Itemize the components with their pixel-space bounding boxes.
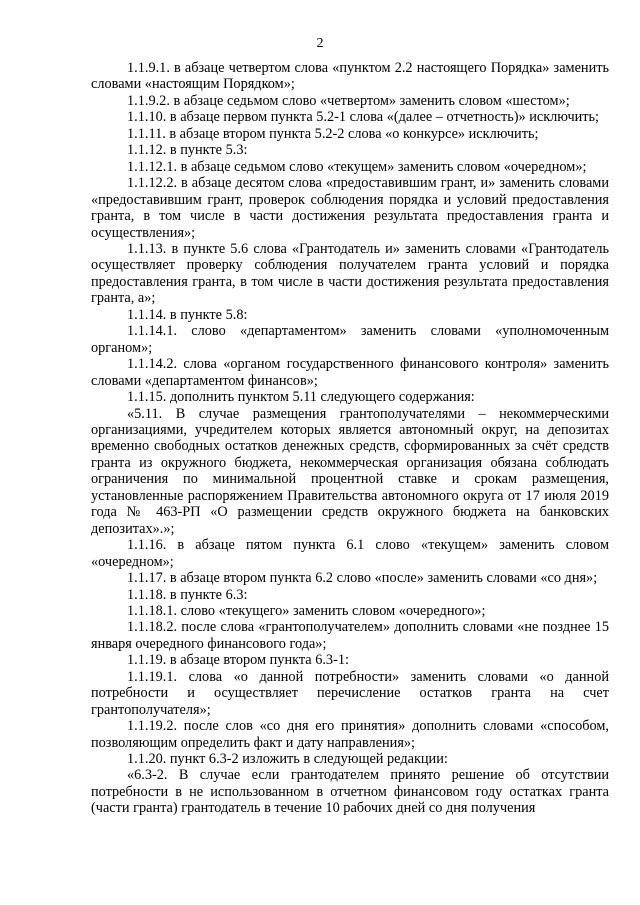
paragraph-1-1-12: 1.1.12. в пункте 5.3: xyxy=(127,142,248,159)
paragraph-5-11-quote: «5.11. В случае размещения грантополучателями – некоммерческими организациями, учредителем которых является автономный округ, на депозитах временно свободных остатков денежных средств, сформированных за счёт средств гранта из окружного бюджета, некоммерческая организация обязана соблюдать ограничения по минимальной процентной ставке и срокам размещения, установленные распоряжением Правительства автономного округа от 17 июля 2019 года № 463-РП «О размещении средств окружного бюджета на банковских депозитах».»; xyxy=(91,405,609,537)
paragraph-1-1-20: 1.1.20. пункт 6.3-2 изложить в следующей редакции: xyxy=(127,751,448,768)
paragraph-1-1-14: 1.1.14. в пункте 5.8: xyxy=(127,306,248,323)
paragraph-1-1-19: 1.1.19. в абзаце втором пункта 6.3-1: xyxy=(127,652,349,669)
paragraph-1-1-12-1: 1.1.12.1. в абзаце седьмом слово «текущем» заменить словом «очередном»; xyxy=(127,158,587,175)
paragraph-1-1-9-2: 1.1.9.2. в абзаце седьмом слово «четвертом» заменить словом «шестом»; xyxy=(127,92,570,109)
paragraph-1-1-18-2: 1.1.18.2. после слова «грантополучателем» дополнить словами «не позднее 15 января очередного финансового года»; xyxy=(91,619,609,652)
page-number: 2 xyxy=(316,36,324,51)
paragraph-1-1-18: 1.1.18. в пункте 6.3: xyxy=(127,586,248,603)
paragraph-1-1-19-1: 1.1.19.1. слова «о данной потребности» заменить словами «о данной потребности и осуществляет перечисление остатков гранта на счет грантополучателя»; xyxy=(91,668,609,718)
paragraph-1-1-13: 1.1.13. в пункте 5.6 слова «Грантодатель и» заменить словами «Грантодатель осуществляет проверку соблюдения получателем гранта условий и порядка предоставления гранта, в том числе в части достижения результата предоставления гранта, а»; xyxy=(91,240,609,307)
paragraph-1-1-14-2: 1.1.14.2. слова «органом государственного финансового контроля» заменить словами «департаментом финансов»; xyxy=(91,356,609,389)
document-body xyxy=(91,60,609,817)
paragraph-1-1-9-1: 1.1.9.1. в абзаце четвертом слова «пунктом 2.2 настоящего Порядка» заменить словами «настоящим Порядком»; xyxy=(91,60,609,93)
paragraph-1-1-11: 1.1.11. в абзаце втором пункта 5.2-2 слова «о конкурсе» исключить; xyxy=(127,125,539,142)
paragraph-1-1-19-2: 1.1.19.2. после слов «со дня его принятия» дополнить словами «способом, позволяющим определить факт и дату направления»; xyxy=(91,718,609,751)
paragraph-1-1-18-1: 1.1.18.1. слово «текущего» заменить словом «очередного»; xyxy=(127,602,486,619)
paragraph-1-1-10: 1.1.10. в абзаце первом пункта 5.2-1 слова «(далее – отчетность)» исключить; xyxy=(127,109,600,126)
paragraph-1-1-14-1: 1.1.14.1. слово «департаментом» заменить словами «уполномоченным органом»; xyxy=(91,323,609,356)
paragraph-1-1-12-2: 1.1.12.2. в абзаце десятом слова «предоставившим грант, и» заменить словами «предоставившим грант, проверок соблюдения порядка и условий предоставления гранта, в том числе в части достижения результата предоставления гранта и осуществления»; xyxy=(91,175,609,241)
paragraph-6-3-2-quote: «6.3-2. В случае если грантодателем принято решение об отсутствии потребности в не использованном в отчетном финансовом году остатках гранта (части гранта) грантодатель в течение 10 рабочих дней со дня получения xyxy=(91,767,609,817)
paragraph-1-1-16: 1.1.16. в абзаце пятом пункта 6.1 слово «текущем» заменить словом «очередном»; xyxy=(91,537,609,570)
paragraph-1-1-15: 1.1.15. дополнить пунктом 5.11 следующего содержания: xyxy=(127,389,475,406)
paragraph-1-1-17: 1.1.17. в абзаце втором пункта 6.2 слово «после» заменить словами «со дня»; xyxy=(127,570,598,587)
